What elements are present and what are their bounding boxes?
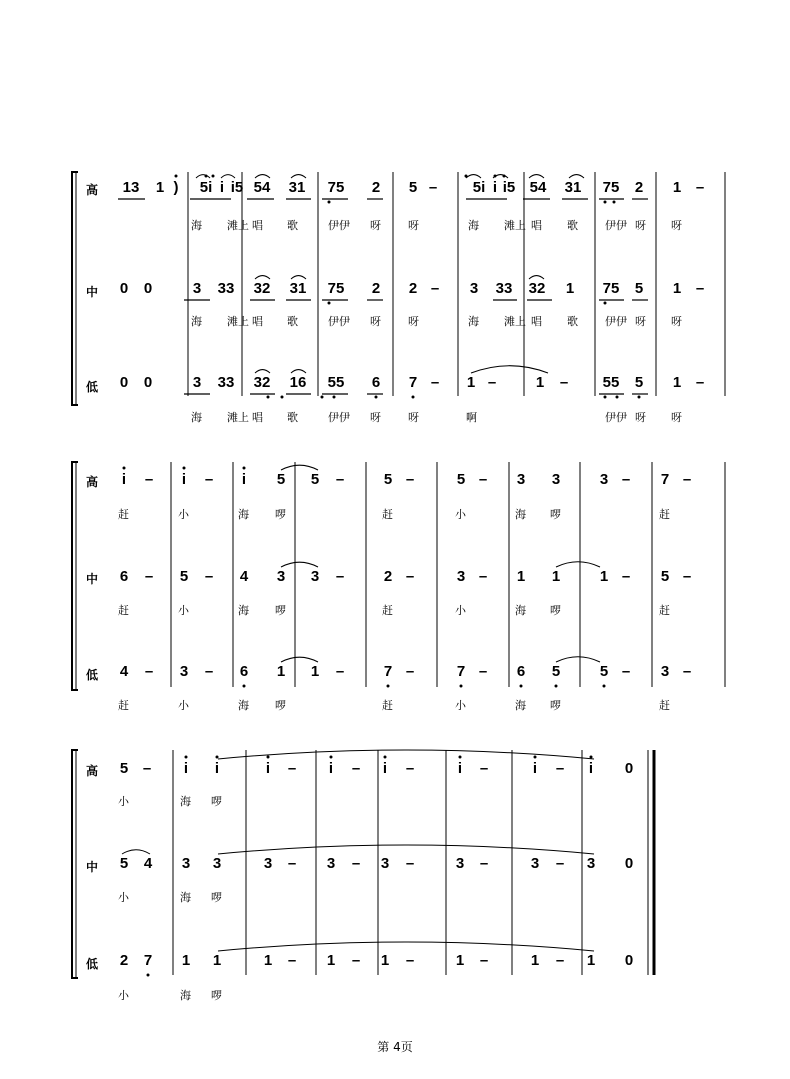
note: 3 (469, 280, 479, 297)
note: 0 (143, 374, 153, 391)
note: – (335, 471, 345, 488)
note: 6 (119, 568, 129, 585)
note: 3 (660, 663, 670, 680)
note: 3 (455, 855, 465, 872)
lyric: 呀 (408, 219, 419, 232)
note: 1 (276, 663, 286, 680)
lyric: 滩上 (504, 315, 526, 328)
note: – (351, 855, 361, 872)
note: 3 (516, 471, 526, 488)
note: 5 (383, 471, 393, 488)
lyric: 啰 (275, 699, 286, 712)
part-label: 高 (86, 475, 99, 489)
note: – (555, 855, 565, 872)
note: 32 (253, 374, 271, 391)
note: – (144, 471, 154, 488)
note: – (335, 568, 345, 585)
note: ) (173, 179, 179, 196)
lyric: 啰 (211, 891, 222, 904)
note: – (479, 855, 489, 872)
lyric: 伊伊 (328, 411, 350, 424)
lyric: 小 (118, 795, 129, 808)
note: 32 (253, 280, 271, 297)
note: 1 (263, 952, 273, 969)
lyric: 歌 (567, 219, 578, 232)
lyric: 海 (238, 604, 249, 617)
note: 5i (472, 179, 486, 196)
note: – (555, 760, 565, 777)
note: 5 (634, 374, 644, 391)
note: 0 (143, 280, 153, 297)
note: 5 (276, 471, 286, 488)
note: i (382, 760, 388, 777)
lyric: 啊 (466, 411, 477, 424)
note: 5 (408, 179, 418, 196)
note: i (532, 760, 538, 777)
lyric: 呀 (408, 315, 419, 328)
note: 0 (624, 952, 634, 969)
lyric: 唱 (252, 315, 263, 328)
note: 33 (217, 280, 235, 297)
lyric: 呀 (370, 411, 381, 424)
note: 1 (672, 374, 682, 391)
page-number: 第 4页 (377, 1040, 413, 1054)
lyric: 呀 (635, 219, 646, 232)
lyric: 伊伊 (605, 411, 627, 424)
note: 4 (239, 568, 249, 585)
note: 75 (327, 179, 345, 196)
lyric: 赶 (659, 604, 670, 617)
note: – (405, 952, 415, 969)
note: 75 (602, 179, 620, 196)
note: 3 (530, 855, 540, 872)
lyric: 海 (180, 891, 191, 904)
note: – (287, 760, 297, 777)
note: 1 (380, 952, 390, 969)
note: – (405, 855, 415, 872)
lyric: 赶 (118, 699, 129, 712)
note: – (695, 179, 705, 196)
note: i (328, 760, 334, 777)
lyric: 伊伊 (328, 219, 350, 232)
note: i5 (230, 179, 244, 196)
part-label: 高 (86, 183, 99, 197)
note: – (287, 952, 297, 969)
lyric: 小 (178, 699, 189, 712)
note: – (287, 855, 297, 872)
lyric: 呀 (635, 411, 646, 424)
note: 0 (624, 760, 634, 777)
lyric: 歌 (287, 315, 298, 328)
note: – (405, 760, 415, 777)
note: 2 (408, 280, 418, 297)
lyric: 海 (180, 795, 191, 808)
lyric: 赶 (382, 604, 393, 617)
note: 1 (326, 952, 336, 969)
note: i (492, 179, 498, 196)
note: 7 (408, 374, 418, 391)
note: – (682, 471, 692, 488)
note: 2 (119, 952, 129, 969)
note: 1 (310, 663, 320, 680)
note: 1 (155, 179, 165, 196)
note: 1 (212, 952, 222, 969)
note: 1 (672, 179, 682, 196)
note: 4 (143, 855, 153, 872)
note: – (144, 663, 154, 680)
lyric: 伊伊 (605, 315, 627, 328)
lyric: 啰 (211, 795, 222, 808)
note: 3 (310, 568, 320, 585)
lyric: 海 (191, 411, 202, 424)
note: i5 (502, 179, 516, 196)
note: 5i (199, 179, 213, 196)
lyric: 唱 (531, 219, 542, 232)
lyric: 小 (455, 508, 466, 521)
note: 4 (119, 663, 129, 680)
lyric: 赶 (382, 508, 393, 521)
note: 3 (599, 471, 609, 488)
note: 32 (528, 280, 546, 297)
lyric: 伊伊 (328, 315, 350, 328)
note: 3 (192, 280, 202, 297)
lyric: 伊伊 (605, 219, 627, 232)
note: 13 (122, 179, 140, 196)
note: – (335, 663, 345, 680)
note: – (204, 568, 214, 585)
lyric: 小 (118, 989, 129, 1002)
note: 3 (179, 663, 189, 680)
note: – (479, 952, 489, 969)
note: 54 (253, 179, 271, 196)
lyric: 海 (515, 699, 526, 712)
part-label: 低 (86, 957, 99, 971)
note: 5 (599, 663, 609, 680)
note: i (121, 471, 127, 488)
lyric: 赶 (659, 699, 670, 712)
lyric: 滩上 (227, 219, 249, 232)
note: 3 (192, 374, 202, 391)
lyric: 呀 (370, 219, 381, 232)
lyric: 呀 (370, 315, 381, 328)
note: i (588, 760, 594, 777)
lyric: 海 (180, 989, 191, 1002)
part-label: 低 (86, 380, 99, 394)
note: 6 (516, 663, 526, 680)
note: – (621, 471, 631, 488)
note: – (428, 179, 438, 196)
note: 2 (371, 280, 381, 297)
lyric: 海 (191, 219, 202, 232)
note: 1 (535, 374, 545, 391)
note: 7 (383, 663, 393, 680)
lyric: 赶 (659, 508, 670, 521)
lyric: 海 (515, 508, 526, 521)
lyric: 海 (238, 508, 249, 521)
lyric: 唱 (252, 411, 263, 424)
lyric: 啰 (275, 604, 286, 617)
lyric: 啰 (275, 508, 286, 521)
note: 3 (456, 568, 466, 585)
lyric: 啰 (550, 604, 561, 617)
note: 3 (380, 855, 390, 872)
lyric: 海 (238, 699, 249, 712)
note: i (219, 179, 225, 196)
lyric: 滩上 (227, 411, 249, 424)
note: 2 (371, 179, 381, 196)
note: 1 (565, 280, 575, 297)
note: 3 (212, 855, 222, 872)
note: – (682, 663, 692, 680)
note: 7 (456, 663, 466, 680)
note: – (621, 663, 631, 680)
note: 1 (516, 568, 526, 585)
note: 75 (327, 280, 345, 297)
note: 5 (119, 760, 129, 777)
note: 7 (660, 471, 670, 488)
note: 1 (672, 280, 682, 297)
lyric: 歌 (287, 219, 298, 232)
note: – (405, 471, 415, 488)
lyric: 唱 (252, 219, 263, 232)
note: 1 (599, 568, 609, 585)
note: – (204, 471, 214, 488)
note: 0 (624, 855, 634, 872)
part-label: 高 (86, 764, 99, 778)
note: 3 (263, 855, 273, 872)
note: 33 (217, 374, 235, 391)
note: 6 (239, 663, 249, 680)
lyric: 赶 (118, 604, 129, 617)
note: – (478, 471, 488, 488)
note: 31 (564, 179, 582, 196)
lyric: 啰 (550, 508, 561, 521)
note: – (405, 568, 415, 585)
lyric: 呀 (635, 315, 646, 328)
note: 5 (660, 568, 670, 585)
lyric: 歌 (287, 411, 298, 424)
note: – (430, 280, 440, 297)
lyric: 小 (118, 891, 129, 904)
lyric: 滩上 (504, 219, 526, 232)
note: 1 (466, 374, 476, 391)
note: 3 (181, 855, 191, 872)
lyric: 啰 (211, 989, 222, 1002)
lyric: 小 (455, 604, 466, 617)
lyric: 呀 (671, 315, 682, 328)
note: – (621, 568, 631, 585)
lyric: 海 (191, 315, 202, 328)
note: 55 (602, 374, 620, 391)
note: 0 (119, 374, 129, 391)
note: 5 (119, 855, 129, 872)
part-label: 低 (86, 668, 99, 682)
note: – (144, 568, 154, 585)
lyric: 歌 (567, 315, 578, 328)
note: – (405, 663, 415, 680)
lyric: 啰 (550, 699, 561, 712)
note: 3 (276, 568, 286, 585)
lyric: 呀 (671, 411, 682, 424)
part-label: 中 (86, 285, 99, 299)
note: 7 (143, 952, 153, 969)
lyric: 海 (468, 315, 479, 328)
note: 31 (289, 280, 307, 297)
note: 3 (586, 855, 596, 872)
note: 5 (179, 568, 189, 585)
note: – (479, 760, 489, 777)
note: – (478, 663, 488, 680)
lyric: 滩上 (227, 315, 249, 328)
lyric: 海 (468, 219, 479, 232)
note: 5 (551, 663, 561, 680)
part-label: 中 (86, 860, 99, 874)
note: i (214, 760, 220, 777)
note: – (478, 568, 488, 585)
lyric: 赶 (118, 508, 129, 521)
note: – (695, 280, 705, 297)
note: 2 (383, 568, 393, 585)
note: 1 (181, 952, 191, 969)
note: 75 (602, 280, 620, 297)
lyric: 小 (178, 604, 189, 617)
lyric: 唱 (531, 315, 542, 328)
note: 2 (634, 179, 644, 196)
note: – (487, 374, 497, 391)
note: 3 (551, 471, 561, 488)
note: – (682, 568, 692, 585)
note: 31 (288, 179, 306, 196)
lyric: 赶 (382, 699, 393, 712)
lyric: 呀 (671, 219, 682, 232)
lyric: 小 (455, 699, 466, 712)
note: 33 (495, 280, 513, 297)
note: – (559, 374, 569, 391)
note: i (457, 760, 463, 777)
note: – (142, 760, 152, 777)
note: 55 (327, 374, 345, 391)
note: i (241, 471, 247, 488)
note: 5 (310, 471, 320, 488)
lyric: 小 (178, 508, 189, 521)
note: i (265, 760, 271, 777)
note: 6 (371, 374, 381, 391)
note: i (181, 471, 187, 488)
note: – (204, 663, 214, 680)
note: 54 (529, 179, 547, 196)
note: – (695, 374, 705, 391)
note: 1 (586, 952, 596, 969)
note: – (351, 952, 361, 969)
note: 1 (530, 952, 540, 969)
note: 5 (634, 280, 644, 297)
note: i (183, 760, 189, 777)
note: 0 (119, 280, 129, 297)
note: 1 (455, 952, 465, 969)
part-label: 中 (86, 572, 99, 586)
note: – (430, 374, 440, 391)
lyric: 海 (515, 604, 526, 617)
note: 5 (456, 471, 466, 488)
note: – (555, 952, 565, 969)
note: 3 (326, 855, 336, 872)
lyric: 呀 (408, 411, 419, 424)
note: 1 (551, 568, 561, 585)
note: – (351, 760, 361, 777)
note: 16 (289, 374, 307, 391)
